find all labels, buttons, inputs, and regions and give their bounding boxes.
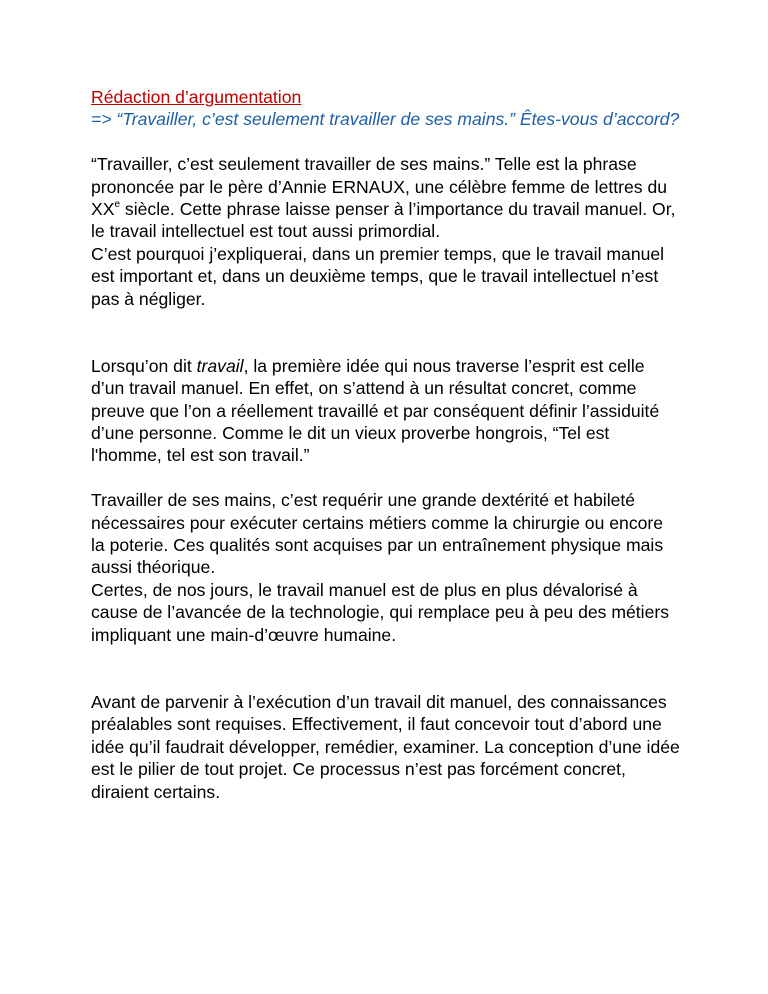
spacer bbox=[91, 646, 681, 691]
p1-after: , la première idée qui nous traverse l’esprit est celle d’un travail manuel. En effet, on s’attend à un résultat concret, comme preuve que l’on a réellement travaillé et par conséquent définir l’assiduité d’une personne. Comme le dit un vieux proverbe hongrois, “Tel est l'homme, tel est son travail.” bbox=[91, 355, 660, 466]
paragraph-4: Avant de parvenir à l’exécution d’un travail dit manuel, des connaissances préalables sont requises. Effectivement, il faut concevoir tout d’abord une idée qu’il faudrait développer, remédier, examiner. La conception d’une idée est le pilier de tout projet. Ce processus n’est pas forcément concret, diraient certains. bbox=[91, 691, 680, 802]
document-title: Rédaction d’argumentation bbox=[91, 87, 302, 107]
spacer bbox=[91, 467, 681, 489]
paragraph-3: Certes, de nos jours, le travail manuel est de plus en plus dévalorisé à cause de l’avancée de la technologie, qui remplace peu à peu des métiers impliquant une main-d’œuvre humaine. bbox=[91, 579, 670, 645]
plan-paragraph: C’est pourquoi j’expliquerai, dans un premier temps, que le travail manuel est important et, dans un deuxième temps, que le travail intellectuel n’est pas à négliger. bbox=[91, 243, 665, 309]
essay-question: => “Travailler, c’est seulement travailler de ses mains.” Êtes-vous d’accord? bbox=[91, 109, 680, 130]
p1-emphasis: travail bbox=[196, 355, 244, 376]
spacer bbox=[91, 310, 681, 355]
paragraph-2: Travailler de ses mains, c’est requérir une grande dextérité et habileté nécessaires pour exécuter certains métiers comme la chirurgie ou encore la poterie. Ces qualités sont acquises par un entraînement physique mais aussi théorique. bbox=[91, 490, 664, 578]
spacer bbox=[91, 131, 681, 153]
paragraph-1 bbox=[91, 355, 681, 467]
intro-text-part2: siècle. Cette phrase laisse penser à l’importance du travail manuel. Or, le travail intellectuel est tout aussi primordial. bbox=[91, 199, 676, 242]
p1-before: Lorsqu’on dit bbox=[91, 355, 197, 376]
intro-paragraph bbox=[91, 153, 681, 243]
century-superscript: e bbox=[114, 199, 121, 211]
intro-text-part1: “Travailler, c’est seulement travailler de ses mains.” Telle est la phrase prononcée par le père d’Annie ERNAUX, une célèbre femme de lettres du XX bbox=[91, 154, 668, 220]
document-page bbox=[91, 86, 681, 803]
